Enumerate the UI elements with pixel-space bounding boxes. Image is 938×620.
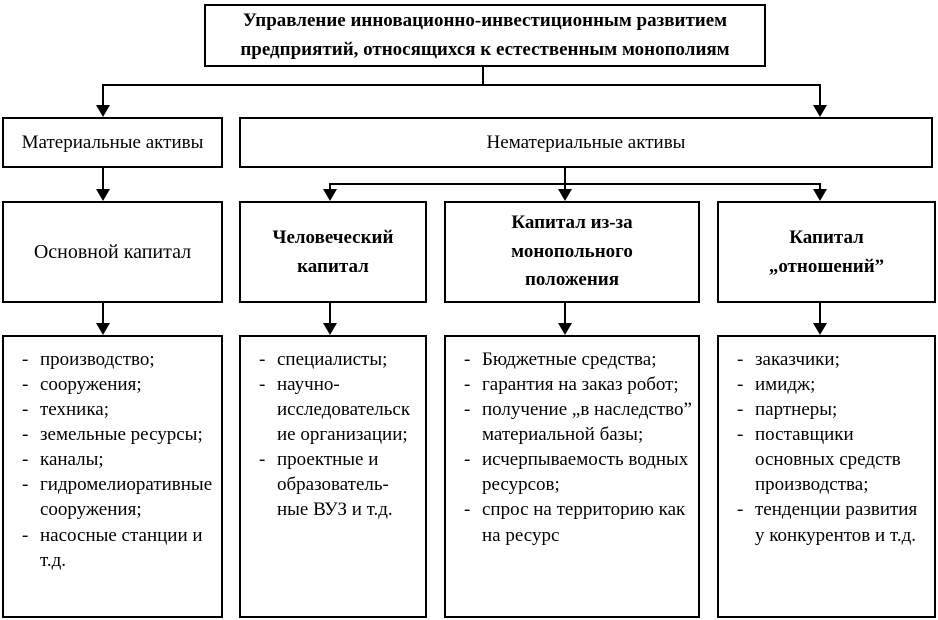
list-item <box>14 447 215 472</box>
node-material-assets <box>2 117 223 168</box>
list-item <box>14 523 215 573</box>
dash-marker: - <box>737 399 744 421</box>
list-item-text: партнеры; <box>755 399 838 421</box>
list-item-text: насосные станции и т.д. <box>40 524 203 571</box>
list-item <box>729 397 928 422</box>
list-item <box>251 372 419 447</box>
list-item-text: производство; <box>40 349 155 370</box>
list-item <box>456 397 692 447</box>
dash-marker: - <box>737 374 744 396</box>
arrowhead-down-icon <box>558 323 572 335</box>
dash-marker: - <box>259 374 266 396</box>
list-item-text: гарантия на заказ робот; <box>482 374 679 396</box>
list-item <box>729 372 928 397</box>
arrowhead-down-icon <box>813 323 827 335</box>
list-item-text: каналы; <box>40 449 104 471</box>
dash-marker: - <box>259 349 266 370</box>
dash-marker: - <box>259 449 266 471</box>
list-item-text: Бюджетные средства; <box>482 349 657 370</box>
list-item-text: специалисты; <box>277 349 388 370</box>
node-label: Капитал „отношений” <box>768 226 885 277</box>
list-item <box>456 497 692 547</box>
list-item <box>14 347 215 372</box>
arrowhead-down-icon <box>96 323 110 335</box>
node-label: Управление инновационно-инвестиционным развитием предприятий, относящихся к естественным монополиям <box>240 10 730 60</box>
list-item-text: проектные и образователь-ные ВУЗ и т.д. <box>277 449 393 521</box>
node-label: Капитал из-за монопольного положения <box>511 212 633 291</box>
arrowhead-down-icon <box>813 189 827 201</box>
node-label: Человеческий капитал <box>272 226 394 277</box>
arrowhead-down-icon <box>558 189 572 201</box>
list-item-text: исчерпываемость водных ресурсов; <box>482 449 689 496</box>
dash-marker: - <box>737 424 744 446</box>
list-item-text: научно-исследовательские организации; <box>277 374 411 446</box>
list-item-text: тенденции развития у конкурентов и т.д. <box>755 499 918 546</box>
list-item <box>729 422 928 497</box>
list-item <box>729 497 928 547</box>
dash-marker: - <box>464 499 471 521</box>
list-monopoly-capital-components <box>444 335 700 618</box>
list-item-text: спрос на территорию как на ресурс <box>482 499 686 546</box>
node-monopoly-capital <box>444 201 700 303</box>
dash-marker: - <box>464 449 471 471</box>
node-intangible-assets <box>239 117 933 168</box>
list-human-capital-components <box>239 335 427 618</box>
dash-marker: - <box>22 524 29 546</box>
dash-marker: - <box>22 449 29 471</box>
node-label: Материальные активы <box>21 131 204 153</box>
dash-marker: - <box>464 349 471 370</box>
node-fixed-capital <box>2 201 223 303</box>
list-item <box>14 472 215 522</box>
dash-marker: - <box>22 424 29 446</box>
dash-marker: - <box>22 374 29 396</box>
list-item <box>456 347 692 372</box>
arrowhead-down-icon <box>96 189 110 201</box>
list-item-text: сооружения; <box>40 374 142 396</box>
dash-marker: - <box>737 349 744 370</box>
node-human-capital <box>239 201 427 303</box>
arrowhead-down-icon <box>96 105 110 117</box>
dash-marker: - <box>737 499 744 521</box>
node-label: Основной капитал <box>33 240 192 263</box>
list-item <box>14 397 215 422</box>
list-item <box>729 347 928 372</box>
list-item-text: гидромелиоративные сооружения; <box>40 474 213 521</box>
list-item-text: имидж; <box>755 374 816 396</box>
list-fixed-capital-components <box>2 335 223 618</box>
node-label: Нематериальные активы <box>486 131 686 153</box>
list-item <box>251 447 419 522</box>
list-item <box>456 447 692 497</box>
list-item <box>251 347 419 372</box>
arrowhead-down-icon <box>323 189 337 201</box>
list-item-text: земельные ресурсы; <box>40 424 203 446</box>
list-item-text: поставщики основных средств производства; <box>755 424 901 496</box>
list-item-text: техника; <box>40 399 109 421</box>
list-relations-capital-components <box>717 335 936 618</box>
list-item-text: заказчики; <box>755 349 840 370</box>
list-item <box>14 422 215 447</box>
dash-marker: - <box>22 399 29 421</box>
node-root-title <box>204 4 766 67</box>
dash-marker: - <box>464 399 471 421</box>
arrowhead-down-icon <box>323 323 337 335</box>
node-relations-capital <box>717 201 936 303</box>
dash-marker: - <box>22 349 29 370</box>
arrowhead-down-icon <box>813 105 827 117</box>
list-item <box>456 372 692 397</box>
dash-marker: - <box>22 474 29 496</box>
list-item <box>14 372 215 397</box>
dash-marker: - <box>464 374 471 396</box>
list-item-text: получение „в наследство” материальной базы; <box>482 399 692 446</box>
